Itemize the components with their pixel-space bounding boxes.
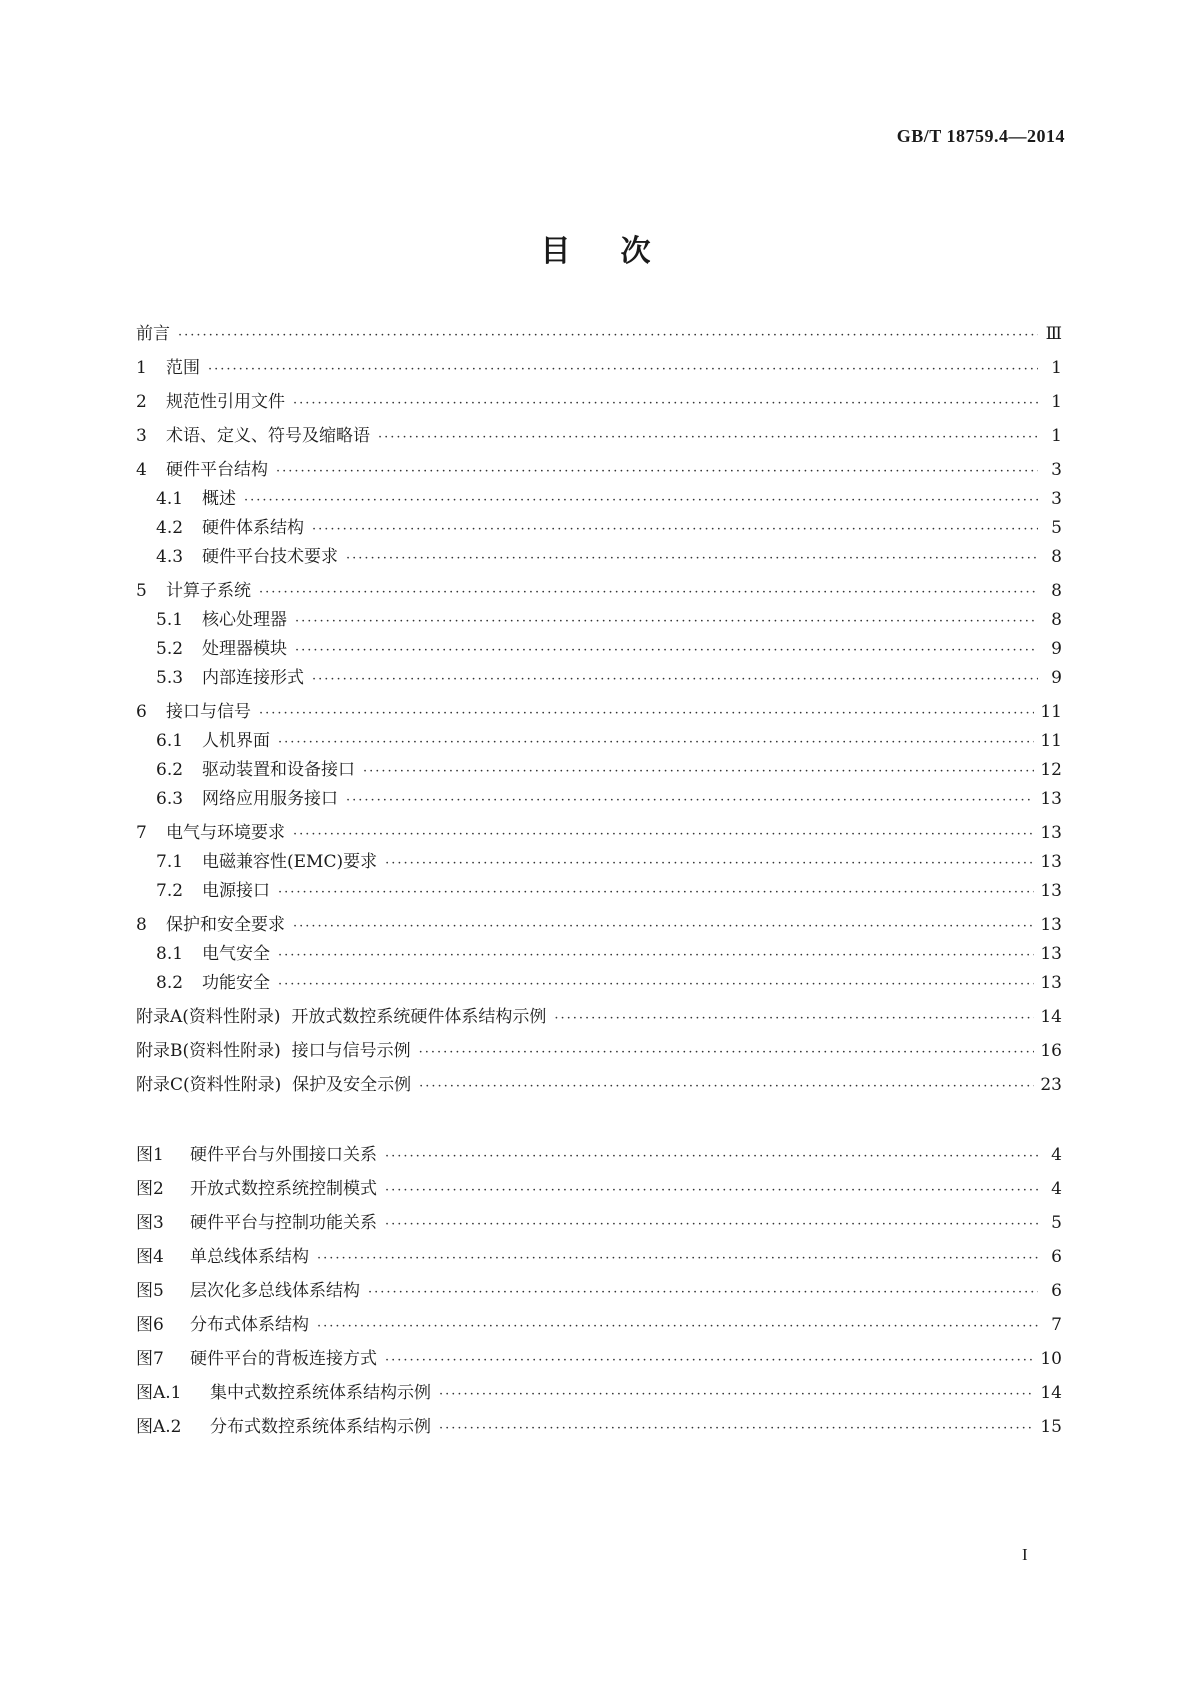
toc-entry[interactable] [136,914,1062,936]
toc-entry-label: 接口与信号 [166,702,251,722]
dot-leader [439,1418,1034,1440]
toc-entry-page: 3 [1051,489,1062,509]
toc-entry[interactable] [136,701,1062,723]
dot-leader [346,790,1034,812]
toc-entry-page: 1 [1051,426,1062,446]
toc-entry-page: 13 [1040,881,1062,901]
dot-leader [278,945,1034,967]
toc-entry-label: 电源接口 [202,881,270,901]
toc-entry-page: 6 [1051,1247,1062,1267]
dot-leader [385,1180,1038,1202]
dot-leader [293,824,1034,846]
toc-entry-label: 硬件平台结构 [166,460,268,480]
toc-entry[interactable] [136,580,1062,602]
toc-entry-number: 8 [136,915,147,935]
toc-entry-page: 13 [1040,915,1062,935]
toc-entry[interactable] [136,1040,1062,1062]
toc-entry[interactable] [136,1382,1062,1404]
toc-entry-number: 图6 [136,1315,164,1335]
toc-entry-number: 4.3 [156,547,184,567]
dot-leader [178,325,1038,347]
dot-leader [293,393,1038,415]
dot-leader [385,1214,1038,1236]
toc-entry-number: 4.2 [156,518,184,538]
toc-entry[interactable] [136,822,1062,844]
toc-entry-page: 7 [1051,1315,1062,1335]
toc-entry-page: 8 [1051,610,1062,630]
toc-entry[interactable] [136,1178,1062,1200]
toc-entry[interactable] [136,425,1062,447]
toc-entry-number: 7 [136,823,147,843]
dot-leader [259,582,1038,604]
standard-code: GB/T 18759.4—2014 [896,126,1065,146]
toc-entry[interactable] [156,609,1062,631]
toc-entry[interactable] [136,1144,1062,1166]
toc-entry-page: 13 [1040,789,1062,809]
toc-entry[interactable] [156,546,1062,568]
toc-entry-number: 图A.2 [136,1417,182,1437]
dot-leader [276,461,1038,483]
toc-entry-number: 5.2 [156,639,184,659]
toc-entry-number: 图2 [136,1179,164,1199]
toc-entry-number: 3 [136,426,147,446]
toc-entry-label: 人机界面 [202,731,270,751]
toc-entry[interactable] [136,1074,1062,1096]
toc-entry-label: 规范性引用文件 [166,392,285,412]
dot-leader [278,732,1034,754]
toc-entry[interactable] [156,880,1062,902]
toc-entry-number: 5.1 [156,610,184,630]
toc-entry[interactable] [136,1348,1062,1370]
toc-entry-label: 概述 [202,489,236,509]
toc-entry-label: 驱动装置和设备接口 [202,760,355,780]
toc-entry-page: 14 [1040,1007,1062,1027]
toc-entry-page: 16 [1040,1041,1062,1061]
toc-entry-number: 4.1 [156,489,184,509]
dot-leader [295,611,1038,633]
toc-entry-page: 14 [1040,1383,1062,1403]
toc-entry-label: 层次化多总线体系结构 [190,1281,360,1301]
dot-leader [385,1350,1034,1372]
toc-entry-page: 13 [1040,973,1062,993]
dot-leader [317,1248,1038,1270]
dot-leader [419,1042,1035,1064]
toc-entry-number: 图4 [136,1247,164,1267]
toc-entry-number: 4 [136,460,147,480]
dot-leader [278,882,1034,904]
toc-entry-number: 1 [136,358,147,378]
toc-entry-number: 6.1 [156,731,184,751]
toc-entry-page: 23 [1040,1075,1062,1095]
toc-entry-page: 4 [1051,1145,1062,1165]
toc-entry[interactable] [136,1416,1062,1438]
toc-entry[interactable] [136,357,1062,379]
toc-entry-number: 2 [136,392,147,412]
toc-entry[interactable] [156,972,1062,994]
toc-entry-number: 图7 [136,1349,164,1369]
toc-entry[interactable] [156,517,1062,539]
toc-entry[interactable] [156,488,1062,510]
toc-entry-label: 网络应用服务接口 [202,789,338,809]
toc-entry-label: 处理器模块 [202,639,287,659]
toc-entry[interactable] [136,1212,1062,1234]
toc-entry-label: 功能安全 [202,973,270,993]
toc-entry-label: 分布式数控系统体系结构示例 [210,1417,431,1437]
toc-entry-page: 6 [1051,1281,1062,1301]
toc-entry-label: 范围 [166,358,200,378]
dot-leader [312,519,1038,541]
toc-entry-page: 13 [1040,823,1062,843]
toc-entry-label: 内部连接形式 [202,668,304,688]
toc-entry-number: 7.2 [156,881,184,901]
toc-entry-page: 13 [1040,852,1062,872]
toc-entry-page: 9 [1051,639,1062,659]
toc-entry-number: 8.2 [156,973,184,993]
toc-entry-page: 13 [1040,944,1062,964]
toc-entry-page: Ⅲ [1045,324,1062,344]
toc-entry[interactable] [156,851,1062,873]
toc-entry-label: 附录C(资料性附录) 保护及安全示例 [136,1075,412,1095]
toc-entry[interactable] [136,1314,1062,1336]
toc-entry[interactable] [156,667,1062,689]
toc-entry-page: 8 [1051,547,1062,567]
toc-entry-label: 附录B(资料性附录) 接口与信号示例 [136,1041,411,1061]
dot-leader [439,1384,1034,1406]
toc-entry-page: 10 [1040,1349,1062,1369]
toc-entry-number: 5 [136,581,147,601]
toc-entry-page: 3 [1051,460,1062,480]
toc-entry-page: 1 [1051,358,1062,378]
dot-leader [554,1008,1034,1030]
dot-leader [368,1282,1038,1304]
toc-entry-page: 4 [1051,1179,1062,1199]
toc-entry-label: 硬件平台技术要求 [202,547,338,567]
toc-entry-label: 术语、定义、符号及缩略语 [166,426,370,446]
dot-leader [259,703,1034,725]
dot-leader [378,427,1038,449]
toc-entry-number: 图5 [136,1281,164,1301]
toc-entry-label: 集中式数控系统体系结构示例 [210,1383,431,1403]
toc-entry-label: 电气与环境要求 [166,823,285,843]
toc-entry[interactable] [136,459,1062,481]
dot-leader [293,916,1034,938]
toc-entry-label: 硬件平台与控制功能关系 [190,1213,377,1233]
toc-entry-page: 5 [1051,1213,1062,1233]
toc-entry[interactable] [156,638,1062,660]
toc-entry-number: 图A.1 [136,1383,182,1403]
toc-entry-page: 11 [1040,702,1062,722]
toc-entry-label: 附录A(资料性附录) 开放式数控系统硬件体系结构示例 [136,1007,547,1027]
dot-leader [363,761,1034,783]
dot-leader [244,490,1038,512]
toc-entry-page: 8 [1051,581,1062,601]
toc-entry-number: 5.3 [156,668,184,688]
toc-entry-page: 15 [1040,1417,1062,1437]
dot-leader [385,853,1034,875]
toc-entry-label: 硬件平台的背板连接方式 [190,1349,377,1369]
toc-entry[interactable] [136,1280,1062,1302]
toc-entry-label: 开放式数控系统控制模式 [190,1179,377,1199]
toc-entry-label: 保护和安全要求 [166,915,285,935]
toc-entry-label: 计算子系统 [166,581,251,601]
toc-entry[interactable] [136,1246,1062,1268]
toc-entry-page: 1 [1051,392,1062,412]
page-number: I [1022,1545,1028,1564]
toc-entry-label: 硬件体系结构 [202,518,304,538]
toc-entry[interactable] [136,1006,1062,1028]
dot-leader [208,359,1038,381]
toc-entry-number: 6.3 [156,789,184,809]
toc-entry-number: 图1 [136,1145,164,1165]
dot-leader [278,974,1034,996]
toc-entry-number: 6.2 [156,760,184,780]
toc-entry-label: 电气安全 [202,944,270,964]
dot-leader [295,640,1038,662]
toc-entry[interactable] [156,788,1062,810]
toc-entry-label: 分布式体系结构 [190,1315,309,1335]
dot-leader [317,1316,1038,1338]
dot-leader [346,548,1038,570]
toc-entry-page: 9 [1051,668,1062,688]
toc-entry-number: 图3 [136,1213,164,1233]
toc-entry-label: 单总线体系结构 [190,1247,309,1267]
dot-leader [419,1076,1034,1098]
dot-leader [312,669,1038,691]
toc-entry-label: 电磁兼容性(EMC)要求 [202,852,378,872]
toc-entry[interactable] [156,759,1062,781]
toc-entry[interactable] [136,323,1062,345]
toc-entry-label: 前言 [136,324,170,344]
toc-entry[interactable] [156,730,1062,752]
toc-entry-page: 11 [1040,731,1062,751]
toc-entry-page: 12 [1040,760,1062,780]
toc-entry[interactable] [136,391,1062,413]
page-title: 目次 [540,234,701,269]
toc-entry-label: 核心处理器 [202,610,287,630]
toc-entry-label: 硬件平台与外围接口关系 [190,1145,377,1165]
dot-leader [385,1146,1038,1168]
toc-entry-number: 6 [136,702,147,722]
toc-entry-number: 8.1 [156,944,184,964]
toc-entry-number: 7.1 [156,852,184,872]
toc-entry[interactable] [156,943,1062,965]
toc-entry-page: 5 [1051,518,1062,538]
